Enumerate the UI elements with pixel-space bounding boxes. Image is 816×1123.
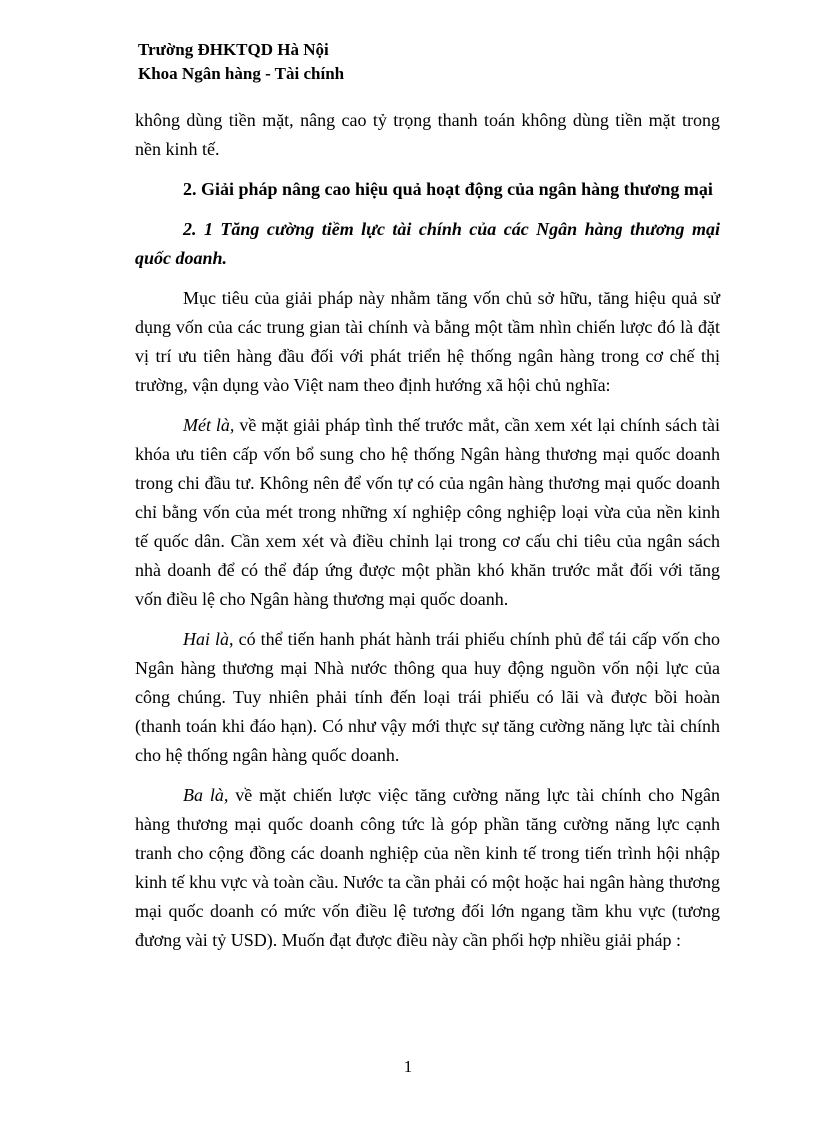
- subsection-heading: 2. 1 Tăng cường tiềm lực tài chính của các Ngân hàng thương mại quốc doanh.: [135, 219, 720, 268]
- paragraph-first: [135, 411, 720, 614]
- page-number: 1: [403, 1057, 413, 1076]
- paragraph-third-lead: Ba là,: [183, 785, 229, 805]
- paragraph-third: [135, 781, 720, 955]
- paragraph-first-text: về mặt giải pháp tình thế trước mắt, cần xem xét lại chính sách tài khóa ưu tiên cấp vốn bổ sung cho hệ thống Ngân hàng thương mại quốc doanh trong chi đầu tư. Không nên để vốn tự có của ngân hàng thương mại quốc doanh chỉ bằng vốn của mét trong những xí nghiệp công nghiệp loại vừa của nền kinh tế quốc dân. Cần xem xét và điều chỉnh lại trong cơ cấu chi tiêu của ngân sách nhà doanh để có thể đáp ứng được một phần khó khăn trước mắt đối với tăng vốn điều lệ cho Ngân hàng thương mại quốc doanh.: [135, 415, 720, 609]
- section-heading: 2. Giải pháp nâng cao hiệu quả hoạt động của ngân hàng thương mại: [183, 179, 713, 199]
- paragraph-second-lead: Hai là,: [183, 629, 234, 649]
- paragraph-first-lead: Mét là,: [183, 415, 235, 435]
- intro-continuation: không dùng tiền mặt, nâng cao tỷ trọng thanh toán không dùng tiền mặt trong nền kinh tế.: [135, 110, 720, 159]
- document-body: [135, 106, 720, 966]
- paragraph-second-text: có thể tiến hanh phát hành trái phiếu chính phủ để tái cấp vốn cho Ngân hàng thương mại Nhà nước thông qua huy động nguồn vốn nội lực của công chúng. Tuy nhiên phải tính đến loại trái phiếu có lãi và được bồi hoàn (thanh toán khi đáo hạn). Có như vậy mới thực sự tăng cường năng lực tài chính cho hệ thống ngân hàng quốc doanh.: [135, 629, 720, 765]
- paragraph-third-text: về mặt chiến lược việc tăng cường năng lực tài chính cho Ngân hàng thương mại quốc doanh công tức là góp phần tăng cường năng lực cạnh tranh cho cộng đồng các doanh nghiệp của nền kinh tế trong tiến trình hội nhập kinh tế khu vực và toàn cầu. Nước ta cần phải có một hoặc hai ngân hàng thương mại quốc doanh có mức vốn điều lệ tương đối lớn ngang tầm khu vực (tương đương vài tỷ USD). Muốn đạt được điều này cần phối hợp nhiều giải pháp :: [135, 785, 721, 950]
- page-header: [138, 38, 344, 86]
- header-faculty: Khoa Ngân hàng - Tài chính: [138, 64, 345, 83]
- paragraph-second: [135, 625, 720, 770]
- header-university: Trường ĐHKTQD Hà Nội: [138, 40, 329, 59]
- objective-paragraph: Mục tiêu của giải pháp này nhằm tăng vốn chủ sở hữu, tăng hiệu quả sử dụng vốn của các trung gian tài chính và bằng một tầm nhìn chiến lược đó là đặt vị trí ưu tiên hàng đầu đối với phát triển hệ thống ngân hàng trong cơ chế thị trường, vận dụng vào Việt nam theo định hướng xã hội chủ nghĩa:: [135, 288, 720, 395]
